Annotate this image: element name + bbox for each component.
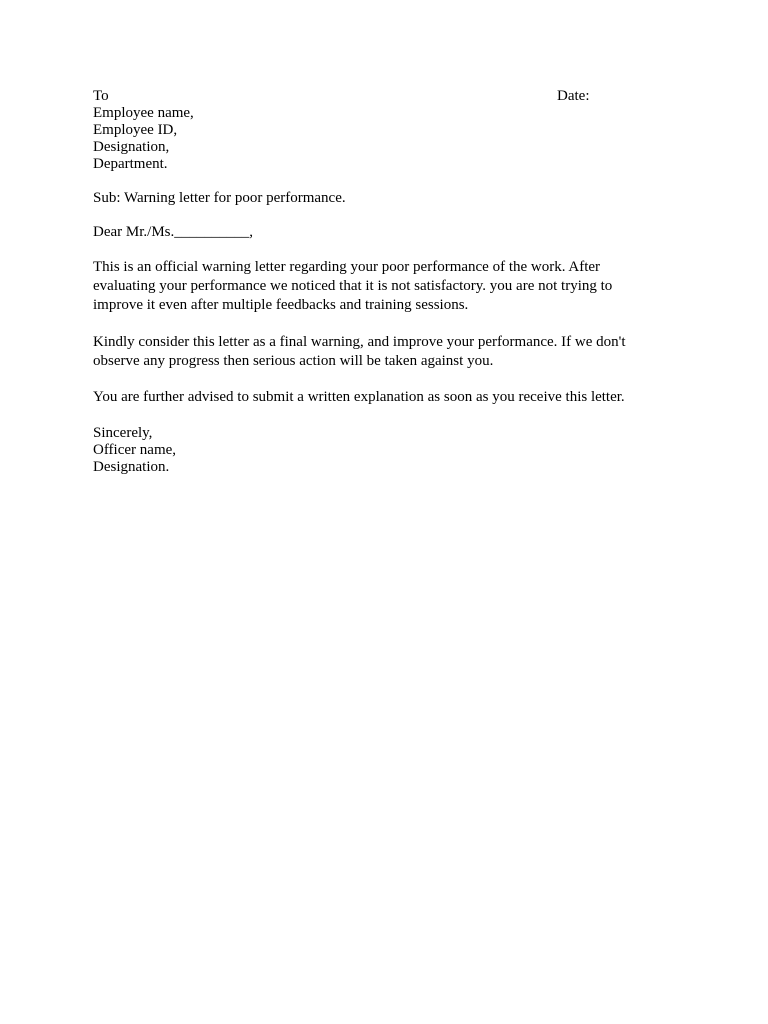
body-paragraph-3: You are further advised to submit a written explanation as soon as you receive this letter. (93, 389, 625, 405)
letter-body (93, 88, 673, 476)
recipient-employee-name: Employee name, (93, 105, 194, 121)
body-paragraph-2 (93, 333, 673, 371)
recipient-designation: Designation, (93, 139, 170, 155)
date-label: Date: (557, 88, 590, 104)
paragraph-line: improve it even after multiple feedbacks and training sessions. (93, 297, 469, 313)
recipient-employee-id: Employee ID, (93, 122, 178, 138)
officer-designation: Designation. (93, 459, 170, 475)
paragraph-line: evaluating your performance we noticed that it is not satisfactory. you are not trying to (93, 278, 613, 294)
paragraph-line: Kindly consider this letter as a final warning, and improve your performance. If we don't (93, 334, 626, 350)
paragraph-line: This is an official warning letter regarding your poor performance of the work. After (93, 259, 601, 275)
to-label: To (93, 88, 109, 104)
paragraph-line: observe any progress then serious action will be taken against you. (93, 353, 494, 369)
officer-name: Officer name, (93, 442, 177, 458)
salutation: Dear Mr./Ms.__________, (93, 224, 253, 240)
recipient-block (93, 105, 673, 173)
subject-line: Sub: Warning letter for poor performance. (93, 190, 346, 206)
sign-off: Sincerely, (93, 425, 153, 441)
recipient-department: Department. (93, 156, 168, 172)
closing-block (93, 425, 673, 476)
letter-header (93, 88, 673, 105)
body-paragraph-1 (93, 258, 673, 315)
